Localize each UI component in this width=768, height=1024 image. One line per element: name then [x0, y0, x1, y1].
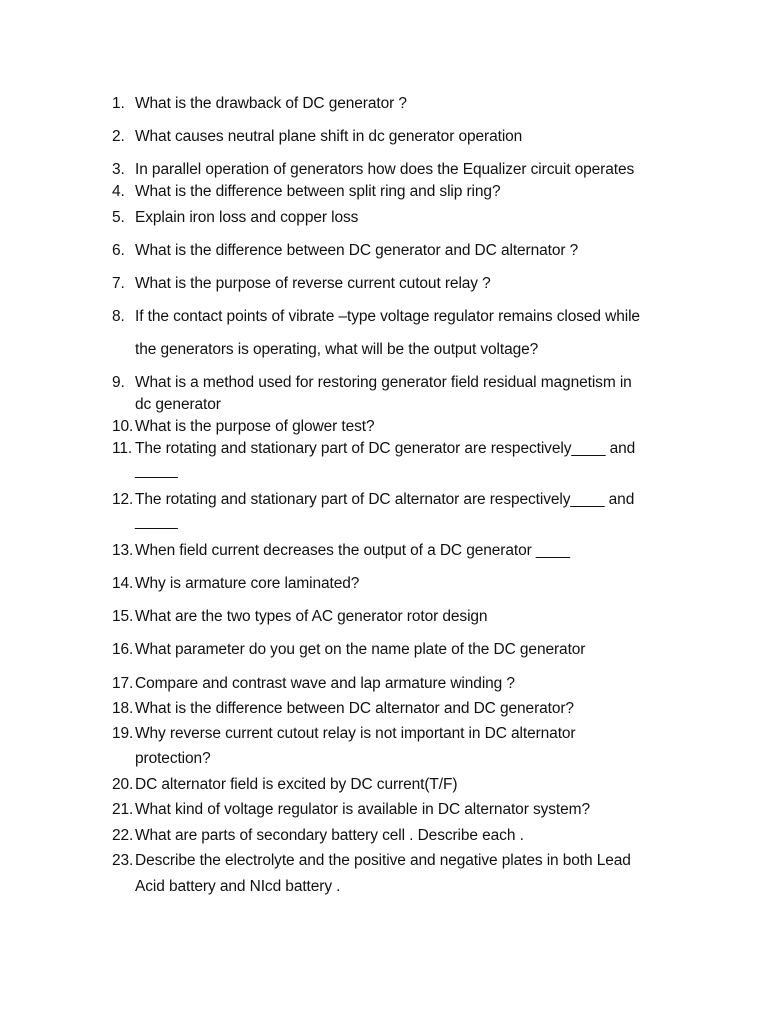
question-text: What is the purpose of glower test?: [135, 418, 375, 435]
question-text: If the contact points of vibrate –type voltage regulator remains closed while: [135, 308, 640, 325]
question-text: What is the difference between split ring and slip ring?: [135, 183, 501, 200]
question-text: What is the difference between DC alternator and DC generator?: [135, 700, 574, 717]
question-text-continued: dc generator: [135, 396, 221, 413]
question-text: What kind of voltage regulator is available in DC alternator system?: [135, 801, 590, 818]
question-number: 23.: [112, 852, 134, 869]
question-text: DC alternator field is excited by DC current(T/F): [135, 776, 458, 793]
question-text: When field current decreases the output of a DC generator ____: [135, 542, 570, 559]
question-number: 21.: [112, 801, 134, 818]
question-text-continued: Acid battery and NIcd battery .: [135, 878, 341, 895]
question-text: Explain iron loss and copper loss: [135, 209, 359, 226]
question-number: 3.: [112, 161, 125, 178]
question-text: What is the difference between DC generator and DC alternator ?: [135, 242, 579, 259]
question-text: What causes neutral plane shift in dc generator operation: [135, 128, 523, 145]
question-text: What are parts of secondary battery cell . Describe each .: [135, 827, 524, 844]
question-text: The rotating and stationary part of DC generator are respectively____ and: [135, 440, 636, 457]
question-number: 2.: [112, 128, 125, 145]
question-text: What are the two types of AC generator rotor design: [135, 608, 488, 625]
question-text: Why is armature core laminated?: [135, 575, 360, 592]
question-number: 14.: [112, 575, 134, 592]
question-text: What parameter do you get on the name plate of the DC generator: [135, 641, 586, 658]
question-text: What is the drawback of DC generator ?: [135, 95, 407, 112]
question-number: 12.: [112, 491, 134, 508]
question-number: 9.: [112, 374, 125, 391]
question-text-continued: _____: [135, 462, 178, 479]
question-text-continued: _____: [135, 513, 178, 530]
question-text: Describe the electrolyte and the positive and negative plates in both Lead: [135, 852, 631, 869]
question-number: 7.: [112, 275, 125, 292]
question-text: What is the purpose of reverse current cutout relay ?: [135, 275, 491, 292]
question-number: 22.: [112, 827, 134, 844]
question-number: 1.: [112, 95, 125, 112]
question-text-continued: protection?: [135, 750, 211, 767]
question-number: 6.: [112, 242, 125, 259]
question-number: 13.: [112, 542, 134, 559]
question-number: 15.: [112, 608, 134, 625]
question-number: 8.: [112, 308, 125, 325]
question-text: The rotating and stationary part of DC alternator are respectively____ and: [135, 491, 635, 508]
question-text-continued: the generators is operating, what will be the output voltage?: [135, 341, 539, 358]
question-number: 11.: [112, 440, 133, 457]
question-text: Why reverse current cutout relay is not important in DC alternator: [135, 725, 576, 742]
question-text: In parallel operation of generators how does the Equalizer circuit operates: [135, 161, 635, 178]
question-number: 19.: [112, 725, 134, 742]
question-number: 5.: [112, 209, 125, 226]
question-number: 16.: [112, 641, 134, 658]
question-number: 10.: [112, 418, 134, 435]
question-number: 17.: [112, 675, 134, 692]
question-text: What is a method used for restoring generator field residual magnetism in: [135, 374, 632, 391]
question-number: 4.: [112, 183, 125, 200]
question-number: 20.: [112, 776, 134, 793]
question-number: 18.: [112, 700, 134, 717]
question-text: Compare and contrast wave and lap armature winding ?: [135, 675, 515, 692]
